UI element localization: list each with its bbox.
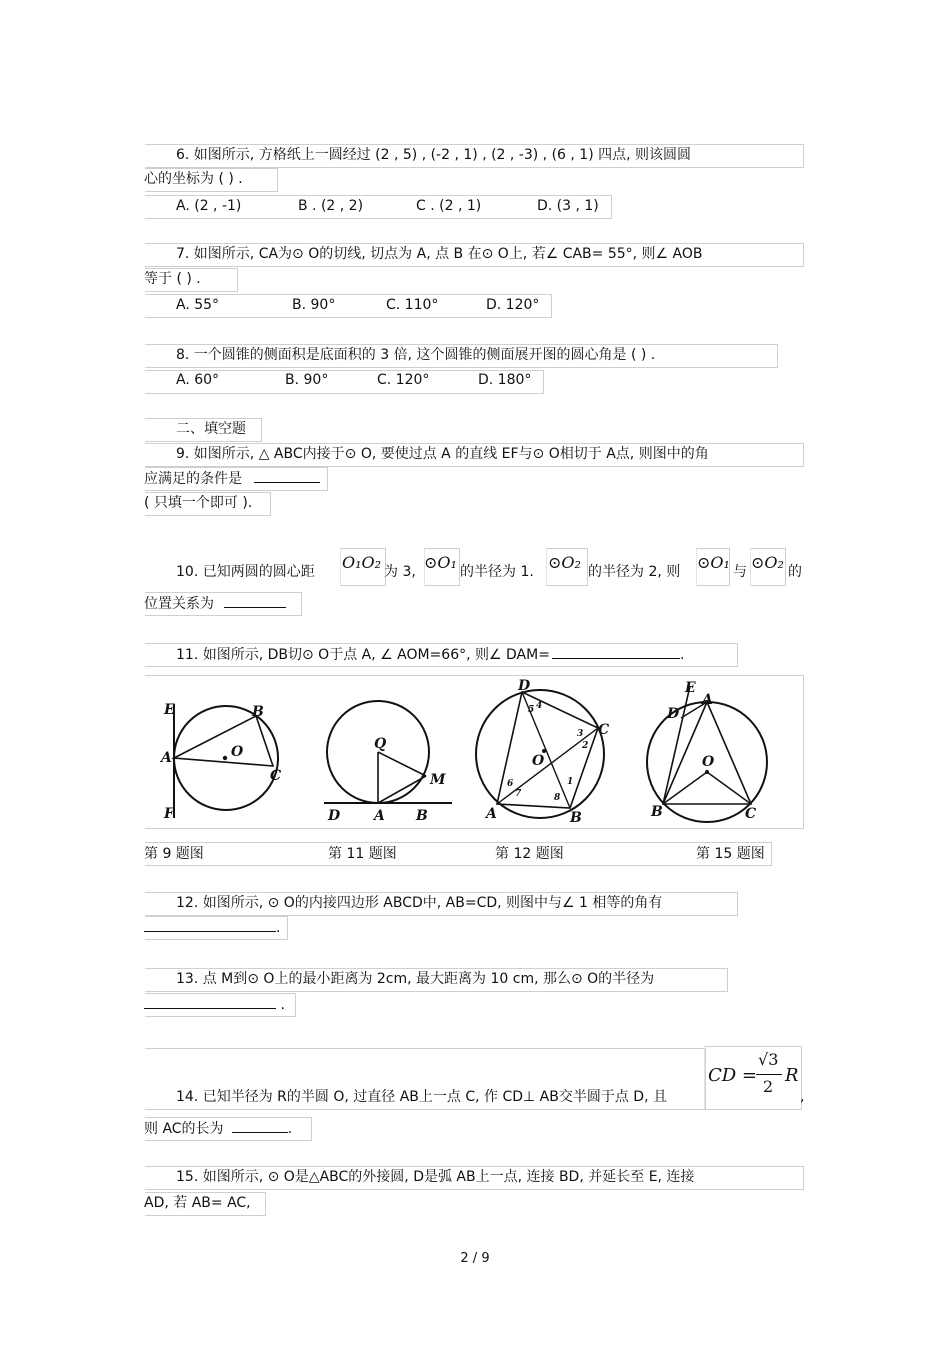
fig12-label-5: 5 [528, 705, 535, 715]
q9-line1: 9. 如图所示, △ ABC内接于⊙ O, 要使过点 A 的直线 EF与⊙ O相切于 A点, 则图中的角 [176, 446, 709, 462]
q10-text4: 与 [733, 564, 747, 580]
fig9-label-b: B [252, 704, 264, 720]
fig9-label-f: F [164, 806, 174, 820]
fig12-label-o: O [532, 753, 545, 769]
q14-formula-num: √3 [758, 1050, 779, 1069]
q11-line1-text: 11. 如图所示, DB切⊙ O于点 A, ∠ AOM=66°, 则∠ DAM= [176, 647, 550, 663]
q7-line2: 等于 ( ) . [144, 271, 201, 287]
fig11-label-d: D [328, 808, 341, 822]
q8-option-d: D. 180° [478, 372, 532, 388]
q7-option-a: A. 55° [176, 297, 220, 313]
q8-line1: 8. 一个圆锥的侧面积是底面积的 3 倍, 这个圆锥的侧面展开图的圆心角是 ( ) . [176, 347, 656, 363]
fig12-label-b: B [570, 810, 582, 826]
q10-circ2b: ⊙O₂ [751, 553, 784, 572]
fig12-label-8: 8 [554, 793, 561, 803]
fig12-label-6: 6 [507, 779, 514, 789]
figure-15 [645, 678, 775, 824]
fig15-label-e: E [685, 680, 696, 696]
fig15-center-dot [705, 770, 709, 774]
q15-line1: 15. 如图所示, ⊙ O是△ABC的外接圆, D是弧 AB上一点, 连接 BD, 并延长至 E, 连接 [176, 1169, 695, 1185]
q6-line1: 6. 如图所示, 方格纸上一圆经过 (2 , 5) , (-2 , 1) , (2 , -3) , (6 , 1) 四点, 则该圆圆 [176, 147, 692, 163]
figure-9 [155, 696, 295, 820]
figure-12 [472, 678, 622, 826]
section2-title: 二、填空题 [176, 421, 246, 437]
fig9-label-o: O [231, 744, 244, 760]
q7-option-d: D. 120° [486, 297, 540, 313]
fig9-label-c: C [270, 768, 282, 784]
q9-line3: ( 只填一个即可 ). [144, 495, 253, 511]
q7-option-c: C. 110° [386, 297, 439, 313]
q10-circ2: ⊙O₂ [548, 553, 581, 572]
q8-option-c: C. 120° [377, 372, 430, 388]
q14-formula [708, 1050, 800, 1104]
q14-formula-lhs: CD = [708, 1065, 758, 1086]
q11-line1: 11. 如图所示, DB切⊙ O于点 A, ∠ AOM=66°, 则∠ DAM= . [176, 644, 684, 665]
fig9-center-dot [223, 756, 227, 760]
fig12-label-1: 1 [567, 777, 574, 787]
q6-option-b: B . (2 , 2) [298, 198, 364, 214]
q12-line2: . [144, 917, 280, 938]
page-number: 2 / 9 [460, 1251, 490, 1266]
captions-box [145, 842, 772, 866]
fig12-label-c: C [598, 722, 610, 738]
q10-line2 [144, 593, 286, 614]
caption-fig11: 第 11 题图 [328, 846, 397, 862]
q10-o1o2: O₁O₂ [342, 553, 382, 572]
fig11-chord-am [378, 776, 426, 803]
caption-fig9: 第 9 题图 [144, 846, 204, 862]
fig12-label-2: 2 [582, 741, 589, 751]
fig15-label-c: C [745, 806, 757, 822]
q7-option-b: B. 90° [292, 297, 336, 313]
q8-option-b: B. 90° [285, 372, 329, 388]
fig11-radius-qm [378, 752, 426, 776]
fig9-label-e: E [164, 702, 175, 718]
q6-line2: 心的坐标为 ( ) . [144, 171, 243, 187]
q13-line2: . [144, 994, 285, 1015]
q14-answer-blank[interactable] [232, 1118, 288, 1133]
q13-answer-blank[interactable] [144, 994, 276, 1009]
figure-11 [320, 696, 455, 822]
q10-text2: 的半径为 1. [460, 564, 534, 580]
fig15-label-a: A [702, 692, 713, 708]
q15-line2: AD, 若 AB= AC, [144, 1195, 251, 1211]
fig12-label-a: A [486, 806, 497, 822]
fig15-label-o: O [702, 754, 715, 770]
q14-formula-den: 2 [763, 1077, 774, 1096]
q10-text1: 为 3, [384, 564, 416, 580]
q9-answer-blank[interactable] [254, 468, 320, 483]
q12-answer-blank[interactable] [144, 917, 276, 932]
q10-circ1: ⊙O₁ [424, 553, 457, 572]
q14-line2: 则 AC的长为 . [144, 1118, 292, 1139]
fig15-label-d: D [667, 706, 680, 722]
q11-answer-blank[interactable] [552, 644, 680, 659]
q14-fraction-bar [756, 1074, 782, 1075]
fig15-line-be [663, 686, 690, 804]
q14-line2-text: 则 AC的长为 [144, 1121, 224, 1137]
q7-line1: 7. 如图所示, CA为⊙ O的切线, 切点为 A, 点 B 在⊙ O上, 若∠ CAB= 55°, 则∠ AOB [176, 246, 703, 262]
fig12-label-d: D [518, 678, 531, 694]
q14-formula-r: R [785, 1065, 799, 1086]
caption-fig12: 第 12 题图 [495, 846, 564, 862]
fig15-label-b: B [651, 804, 663, 820]
q9-line2-text: 应满足的条件是 [144, 471, 242, 487]
q10-text3: 的半径为 2, 则 [588, 564, 681, 580]
q12-line1: 12. 如图所示, ⊙ O的内接四边形 ABCD中, AB=CD, 则图中与∠ 1 相等的角有 [176, 895, 663, 911]
fig12-label-4: 4 [536, 701, 543, 711]
q10-line2-text: 位置关系为 [144, 596, 214, 612]
q6-option-c: C . (2 , 1) [416, 198, 482, 214]
q10-prefix: 10. 已知两圆的圆心距 [176, 564, 315, 580]
fig11-label-q: Q [374, 736, 387, 752]
q8-option-a: A. 60° [176, 372, 220, 388]
caption-fig15: 第 15 题图 [696, 846, 765, 862]
fig12-label-3: 3 [577, 729, 584, 739]
fig11-label-a: A [374, 808, 385, 822]
fig11-label-m: M [430, 772, 446, 788]
fig12-label-7: 7 [515, 789, 522, 799]
q10-text5: 的 [788, 564, 802, 580]
q13-line1: 13. 点 M到⊙ O上的最小距离为 2cm, 最大距离为 10 cm, 那么⊙ O的半径为 [176, 971, 655, 987]
q6-option-a: A. (2 , -1) [176, 198, 242, 214]
fig9-label-a: A [161, 750, 172, 766]
q9-line2 [144, 468, 320, 489]
q14-line1: 14. 已知半径为 R的半圆 O, 过直径 AB上一点 C, 作 CD⊥ AB交半圆于点 D, 且 [176, 1089, 667, 1105]
fig11-label-b: B [416, 808, 428, 822]
q14-comma: , [800, 1089, 805, 1105]
q6-option-d: D. (3 , 1) [537, 198, 599, 214]
q10-answer-blank[interactable] [224, 593, 286, 608]
q10-circ1b: ⊙O₁ [697, 553, 730, 572]
